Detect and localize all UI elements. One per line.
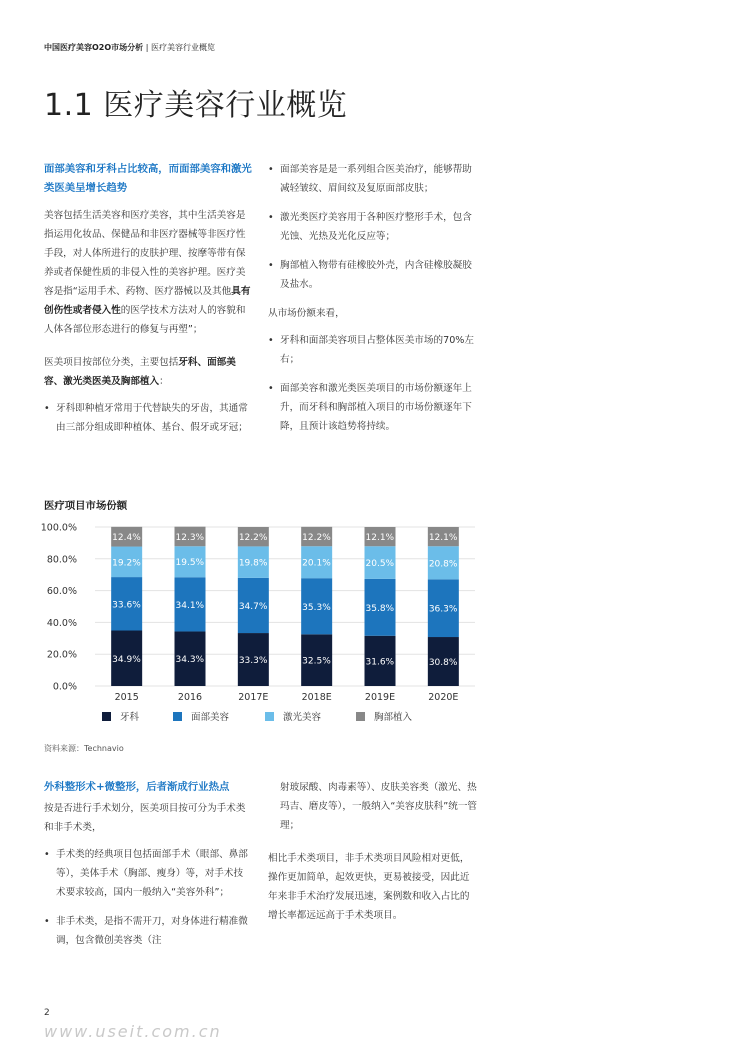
data-label: 12.1% [428, 533, 458, 544]
data-label: 19.2% [112, 558, 141, 569]
paragraph-definition [44, 206, 252, 339]
data-label: 30.8% [428, 658, 458, 669]
paragraph-comparison: 相比手术类项目，非手术类项目风险相对更低，操作更加简单，起效更快，更易被接受，因此近年来非手术治疗发展迅速，案例数和收入占比的增长率都远远高于手术类项目。 [268, 853, 470, 921]
y-tick-label: 100.0% [40, 522, 77, 534]
data-label: 12.2% [238, 533, 268, 544]
x-tick-label: 2020E [428, 692, 459, 703]
data-label: 12.4% [112, 533, 141, 544]
data-label: 19.5% [175, 558, 205, 569]
page-title: 1.1 医疗美容行业概览 [44, 88, 348, 123]
right-column [268, 160, 478, 446]
legend-swatch [102, 712, 111, 721]
report-title: 中国医疗美容O2O市场分析 [44, 43, 144, 52]
paragraph-market-share: 从市场份额来看， [268, 308, 345, 319]
data-label: 12.2% [302, 533, 331, 544]
data-label: 20.5% [365, 559, 395, 570]
page-number: 2 [44, 1008, 50, 1018]
data-label: 33.3% [238, 656, 268, 667]
y-tick-label: 60.0% [46, 586, 77, 598]
running-header [44, 42, 215, 53]
watermark: www.useit.com.cn [44, 1022, 222, 1041]
source-note: 资料来源：Technavio [44, 744, 124, 753]
data-label: 34.7% [238, 601, 268, 612]
x-tick-label: 2018E [301, 692, 332, 703]
legend-label: 面部美容 [191, 712, 230, 723]
legend-swatch [265, 712, 274, 721]
bullet-share-1: • 牙科和面部美容项目占整体医美市场的70%左右； [268, 331, 478, 369]
y-tick-label: 0.0% [52, 681, 77, 693]
paragraph-surgery-split: 按是否进行手术划分，医美项目按可分为手术类和非手术类， [44, 803, 246, 833]
x-tick-label: 2016 [177, 692, 203, 703]
data-label: 20.8% [428, 559, 458, 570]
paragraph-text: ： [159, 376, 169, 387]
x-tick-label: 2017E [238, 692, 269, 703]
bold-phrase: 具有创伤性或者侵入性 [44, 286, 251, 316]
data-label: 34.9% [112, 654, 141, 665]
paragraph-categories [44, 353, 252, 391]
header-section: 医疗美容行业概览 [150, 43, 215, 52]
x-tick-label: 2019E [364, 692, 396, 703]
data-label: 36.3% [428, 604, 458, 615]
legend-swatch [173, 712, 182, 721]
section-heading-surgery: 外科整形术+微整形，后者渐成行业热点 [44, 781, 230, 793]
bottom-left-column [44, 778, 252, 960]
section-heading-share: 面部美容和牙科占比较高，而面部美容和激光类医美呈增长趋势 [44, 163, 252, 194]
data-label: 32.5% [302, 656, 331, 667]
y-tick-label: 20.0% [46, 649, 77, 661]
data-label: 19.8% [238, 558, 268, 569]
data-label: 31.6% [365, 657, 395, 668]
bullet-laser: • 激光类医疗美容用于各种医疗整形手术，包含光蚀、光热及光化反应等； [268, 208, 478, 246]
y-tick-label: 40.0% [46, 617, 77, 629]
data-label: 34.3% [175, 655, 205, 666]
market-share-chart [40, 515, 480, 730]
left-column [44, 160, 252, 447]
bullet-surgical: • 手术类的经典项目包括面部手术（眼部、鼻部等），美体手术（胸部、瘦身）等，对手术技术要求较高，国内一般纳入“美容外科”； [44, 845, 252, 902]
chart-title: 医疗项目市场份额 [44, 500, 128, 512]
legend-swatch [356, 712, 365, 721]
data-label: 12.3% [175, 532, 205, 543]
bullet-nonsurgical: • 非手术类，是指不需开刀，对身体进行精准微调，包含微创美容类（注 [44, 912, 252, 950]
y-tick-label: 80.0% [46, 554, 77, 566]
bullet-share-2: • 面部美容和激光类医美项目的市场份额逐年上升，而牙科和胸部植入项目的市场份额逐年下降，且预计该趋势将持续。 [268, 379, 478, 436]
paragraph-text: 的医学技术方法对人的容貌和人体各部位形态进行的修复与再塑”； [44, 305, 246, 335]
bullet-continuation: 射玻尿酸、肉毒素等）、皮肤美容类（激光、热玛吉、磨皮等），一般纳入“美容皮肤科”统一管理； [280, 782, 478, 831]
data-label: 33.6% [112, 600, 141, 611]
paragraph-text: 医美项目按部位分类，主要包括 [44, 357, 179, 368]
data-label: 34.1% [175, 600, 205, 611]
header-separator: | [145, 43, 149, 52]
bullet-dental: • 牙科即种植牙常用于代替缺失的牙齿，其通常由三部分组成即种植体、基台、假牙或牙冠； [44, 399, 252, 437]
legend-label: 牙科 [120, 712, 140, 723]
bullet-breast: • 胸部植入物带有硅橡胶外壳，内含硅橡胶凝胶及盐水。 [268, 256, 478, 294]
bold-phrase: 牙科、面部美容、激光类医美及胸部植入 [44, 357, 236, 387]
data-label: 35.8% [365, 603, 395, 614]
paragraph-text: 美容包括生活美容和医疗美容，其中生活美容是指运用化妆品、保健品和非医疗器械等非医疗性手段，对人体所进行的皮肤护理、按摩等带有保养或者保健性质的非侵入性的美容护理。医疗美容是指“运用手术、药物、医疗器械以及其他 [44, 210, 246, 297]
data-label: 35.3% [302, 602, 331, 613]
bullet-facial: • 面部美容是是一系列组合医美治疗，能够帮助减轻皱纹、眉间纹及复原面部皮肤； [268, 160, 478, 198]
legend-label: 激光美容 [283, 712, 322, 723]
x-tick-label: 2015 [114, 692, 139, 703]
bottom-right-column [268, 778, 478, 933]
data-label: 12.1% [365, 533, 395, 544]
data-label: 20.1% [302, 558, 331, 569]
legend-label: 胸部植入 [374, 712, 413, 723]
